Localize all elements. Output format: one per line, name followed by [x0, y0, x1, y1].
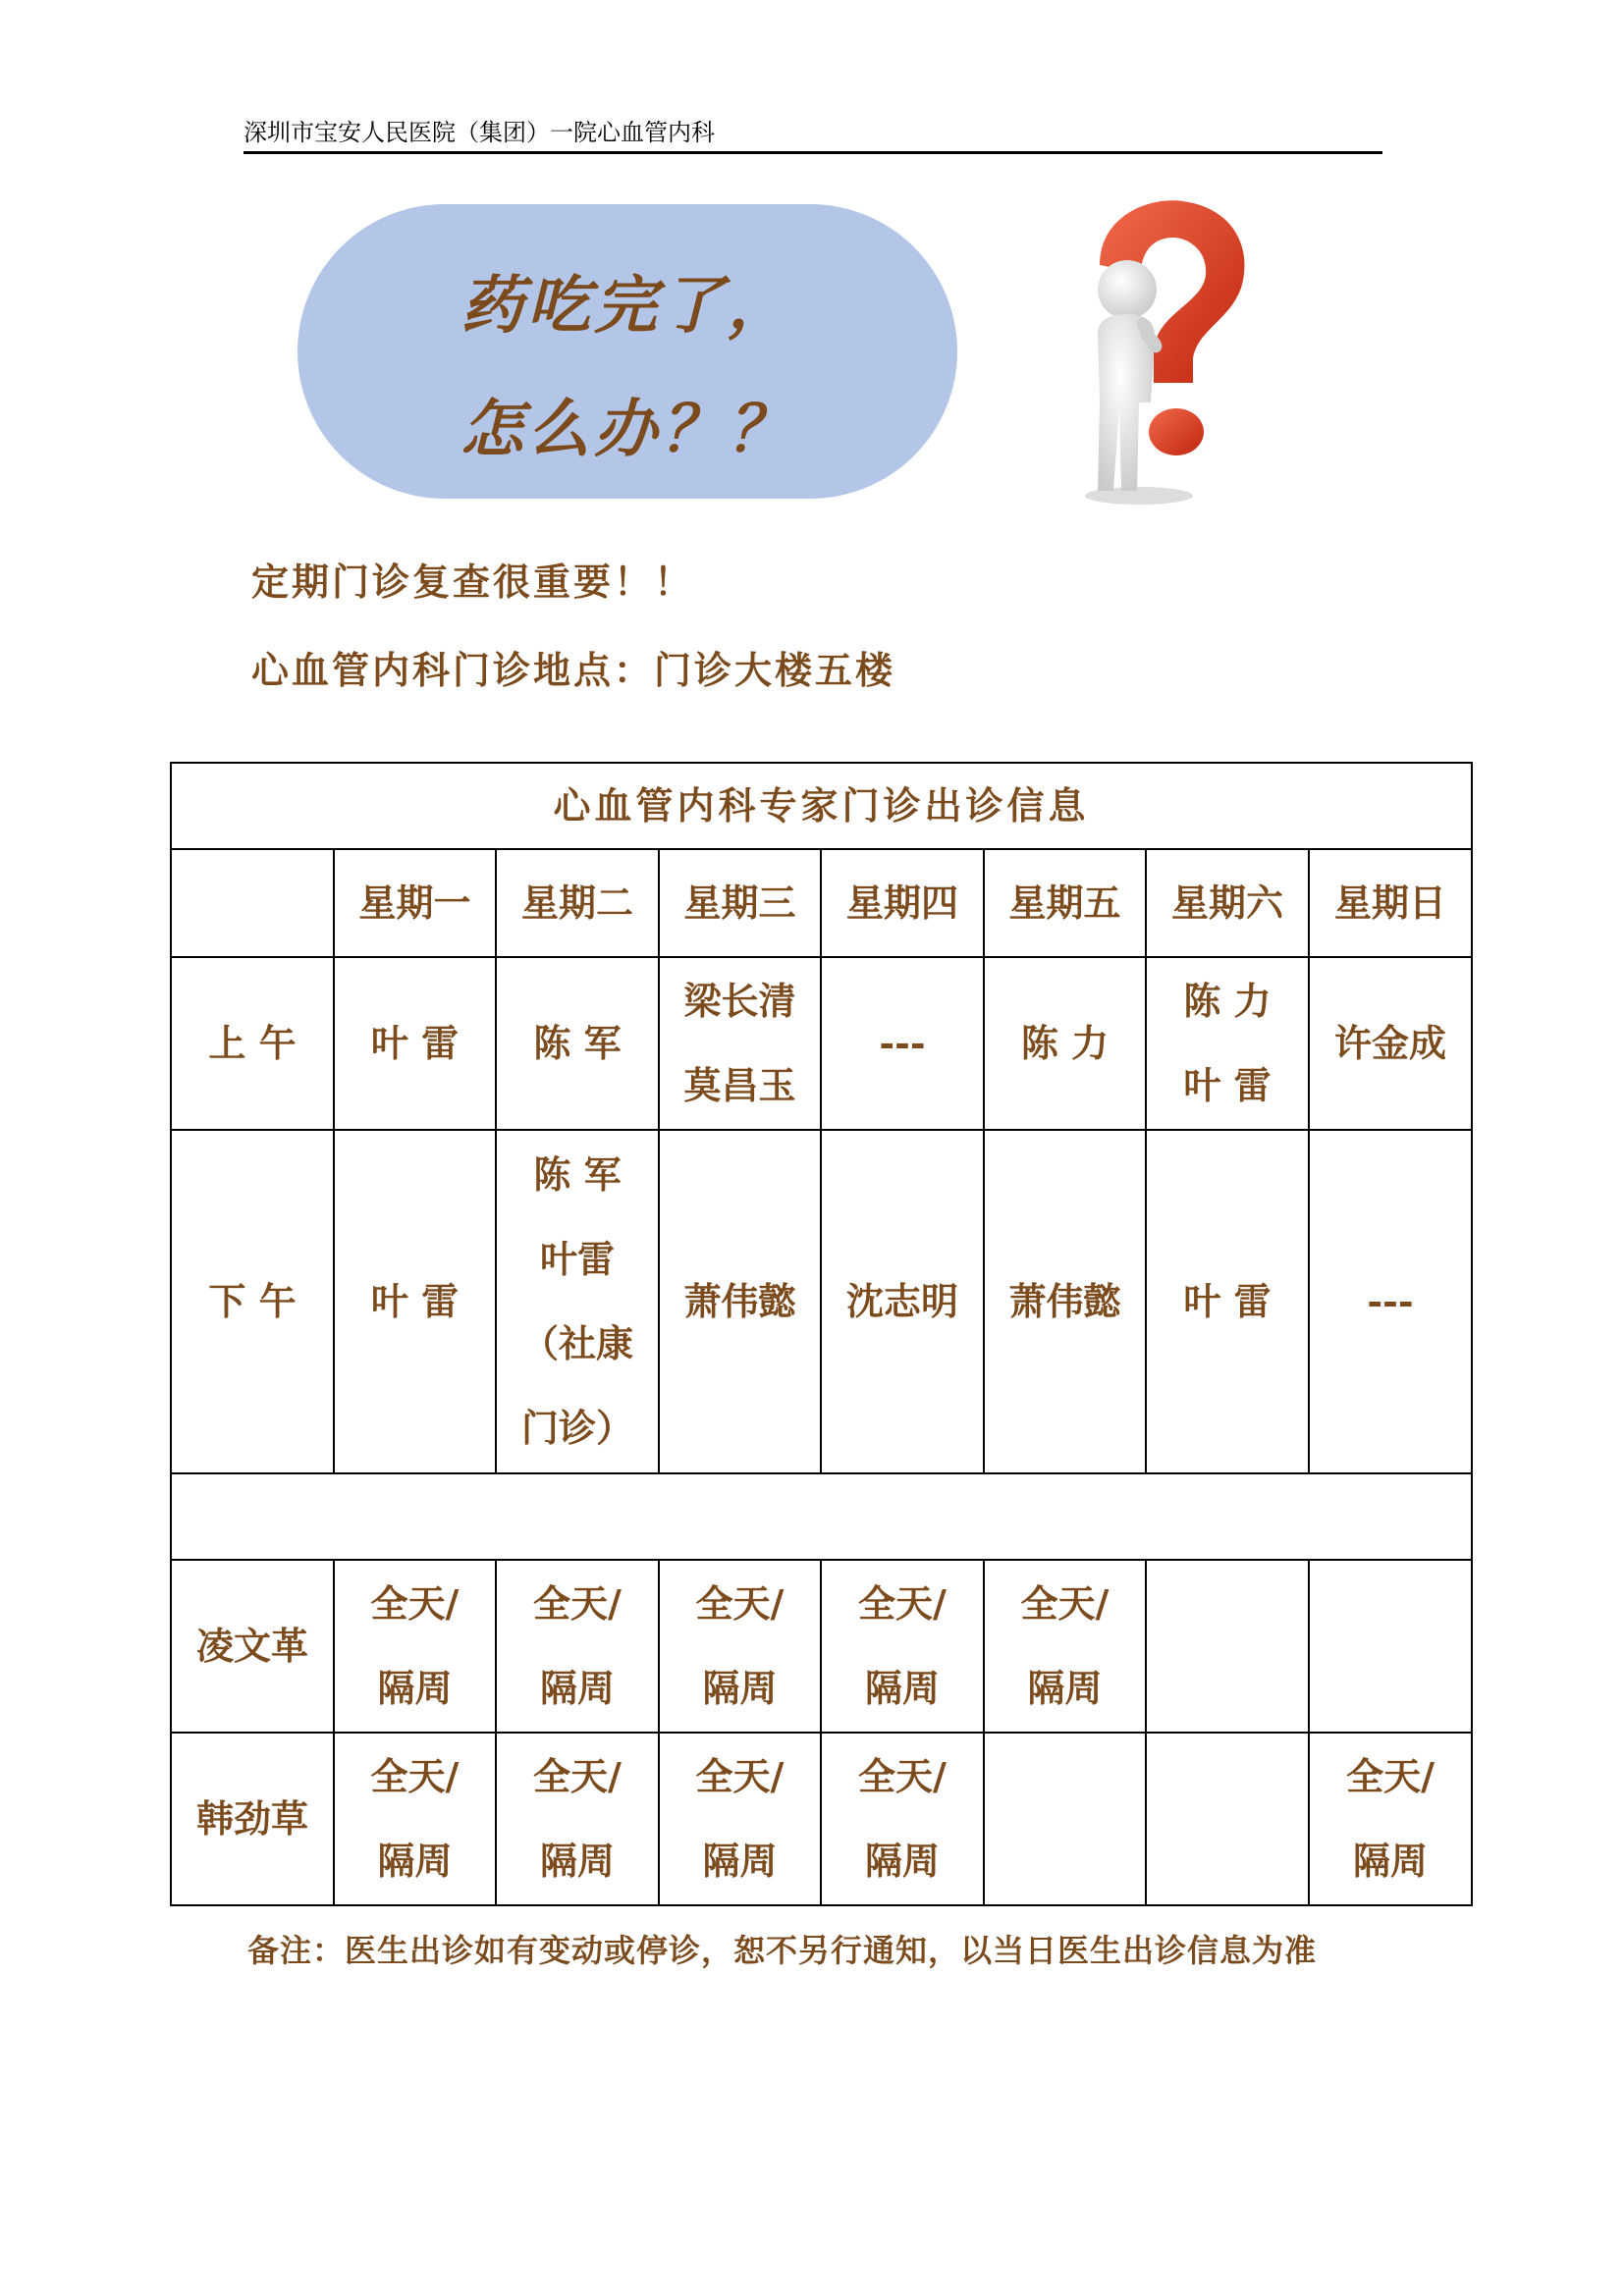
schedule-cell: [1309, 1560, 1472, 1733]
doctor-entry: 全天/: [370, 1754, 460, 1798]
bubble-line-1: 药吃完了，: [460, 269, 794, 343]
doctor-entry: 隔周: [864, 1839, 940, 1883]
doctor-entry: 全天/: [1020, 1581, 1110, 1626]
schedule-cell: [1309, 957, 1472, 1130]
doctor-entry: 隔周: [539, 1839, 615, 1883]
day-tue: 星期二: [496, 849, 659, 957]
doctor-entry: 莫昌玉: [683, 1063, 796, 1107]
day-mon: 星期一: [334, 849, 496, 957]
doctor-entry: 隔周: [1027, 1666, 1103, 1710]
doctor-entry: 隔周: [377, 1666, 453, 1710]
schedule-cell: [334, 957, 496, 1130]
page-header: 深圳市宝安人民医院（集团）一院心血管内科: [244, 116, 1382, 154]
day-sun: 星期日: [1309, 849, 1472, 957]
corner-cell: [171, 849, 334, 957]
morning-row: [171, 957, 1472, 1130]
doctor-entry: 隔周: [539, 1666, 615, 1710]
doctor-entry: 陈 力: [1020, 1021, 1110, 1065]
doctor-entry: 隔周: [702, 1666, 778, 1710]
blank-cell: [171, 1473, 1472, 1560]
schedule-cell: [659, 1733, 821, 1905]
schedule-cell: [821, 1130, 984, 1473]
schedule-cell: [334, 1130, 496, 1473]
schedule-cell: [659, 1130, 821, 1473]
doctor-entry: 全天/: [370, 1581, 460, 1626]
schedule-cell: [984, 1560, 1146, 1733]
doctor-entry: 全天/: [695, 1754, 785, 1798]
schedule-cell: [496, 957, 659, 1130]
schedule-cell: [821, 957, 984, 1130]
notice-location: 心血管内科门诊地点：门诊大楼五楼: [251, 648, 896, 692]
afternoon-row: [171, 1130, 1472, 1473]
expert-row-ling: [171, 1560, 1472, 1733]
schedule-cell: [1309, 1733, 1472, 1905]
doctor-entry: 隔周: [377, 1839, 453, 1883]
schedule-cell: [821, 1560, 984, 1733]
doctor-entry: ---: [1367, 1279, 1414, 1323]
doctor-entry: 全天/: [1346, 1754, 1435, 1798]
doctor-entry: 隔周: [864, 1666, 940, 1710]
doctor-entry: 全天/: [858, 1754, 947, 1798]
schedule-cell: [1309, 1130, 1472, 1473]
expert-row-han: [171, 1733, 1472, 1905]
doctor-entry: 全天/: [533, 1754, 622, 1798]
doctor-entry: ---: [879, 1021, 926, 1065]
schedule-cell: [496, 1733, 659, 1905]
schedule-cell: [984, 1130, 1146, 1473]
doctor-entry: 叶 雷: [370, 1021, 460, 1065]
schedule-cell: [334, 1560, 496, 1733]
schedule-cell: [496, 1130, 659, 1473]
doctor-entry: 梁长清: [683, 979, 796, 1023]
doctor-entry: 隔周: [1353, 1839, 1429, 1883]
notice-followup: 定期门诊复查很重要！！: [251, 560, 695, 604]
remark-note: 备注：医生出诊如有变动或停诊，恕不另行通知，以当日医生出诊信息为准: [247, 1932, 1318, 1969]
schedule-cell: [984, 1733, 1146, 1905]
doctor-entry: 门诊）: [520, 1406, 633, 1450]
schedule-cell: [334, 1733, 496, 1905]
doctor-entry: 全天/: [533, 1581, 622, 1626]
day-fri: 星期五: [984, 849, 1146, 957]
doctor-entry: 许金成: [1334, 1021, 1447, 1065]
row-label: 凌文革: [171, 1560, 334, 1733]
day-thu: 星期四: [821, 849, 984, 957]
doctor-entry: 沈志明: [845, 1279, 958, 1323]
doctor-entry: （社康: [520, 1321, 633, 1365]
schedule-cell: [1146, 1130, 1309, 1473]
bubble-line-2: 怎么办？？: [460, 393, 794, 466]
doctor-entry: 叶 雷: [370, 1279, 460, 1323]
schedule-cell: [496, 1560, 659, 1733]
day-header-row: [171, 849, 1472, 957]
day-wed: 星期三: [659, 849, 821, 957]
doctor-entry: 叶 雷: [1183, 1063, 1272, 1107]
doctor-entry: 陈 军: [533, 1021, 622, 1065]
schedule-cell: [1146, 1733, 1309, 1905]
doctor-entry: 全天/: [858, 1581, 947, 1626]
row-label: 上 午: [171, 957, 334, 1130]
doctor-entry: 叶雷: [539, 1237, 615, 1281]
doctor-entry: 陈 力: [1183, 979, 1272, 1023]
thinking-person-question-mark-icon: [1060, 196, 1257, 510]
schedule-cell: [984, 957, 1146, 1130]
schedule-cell: [659, 1560, 821, 1733]
schedule-cell: [1146, 957, 1309, 1130]
doctor-entry: 叶 雷: [1183, 1279, 1272, 1323]
doctor-entry: 萧伟懿: [1008, 1279, 1121, 1323]
schedule-cell: [659, 957, 821, 1130]
day-sat: 星期六: [1146, 849, 1309, 957]
schedule-cell: [1146, 1560, 1309, 1733]
doctor-entry: 陈 军: [533, 1152, 622, 1197]
table-title: 心血管内科专家门诊出诊信息: [171, 763, 1472, 849]
doctor-entry: 全天/: [695, 1581, 785, 1626]
row-label: 下 午: [171, 1130, 334, 1473]
row-label: 韩劲草: [171, 1733, 334, 1905]
clinic-schedule-table: [170, 762, 1473, 1906]
blank-row: [171, 1473, 1472, 1560]
doctor-entry: 隔周: [702, 1839, 778, 1883]
schedule-cell: [821, 1733, 984, 1905]
doctor-entry: 萧伟懿: [683, 1279, 796, 1323]
question-bubble: [298, 204, 957, 499]
